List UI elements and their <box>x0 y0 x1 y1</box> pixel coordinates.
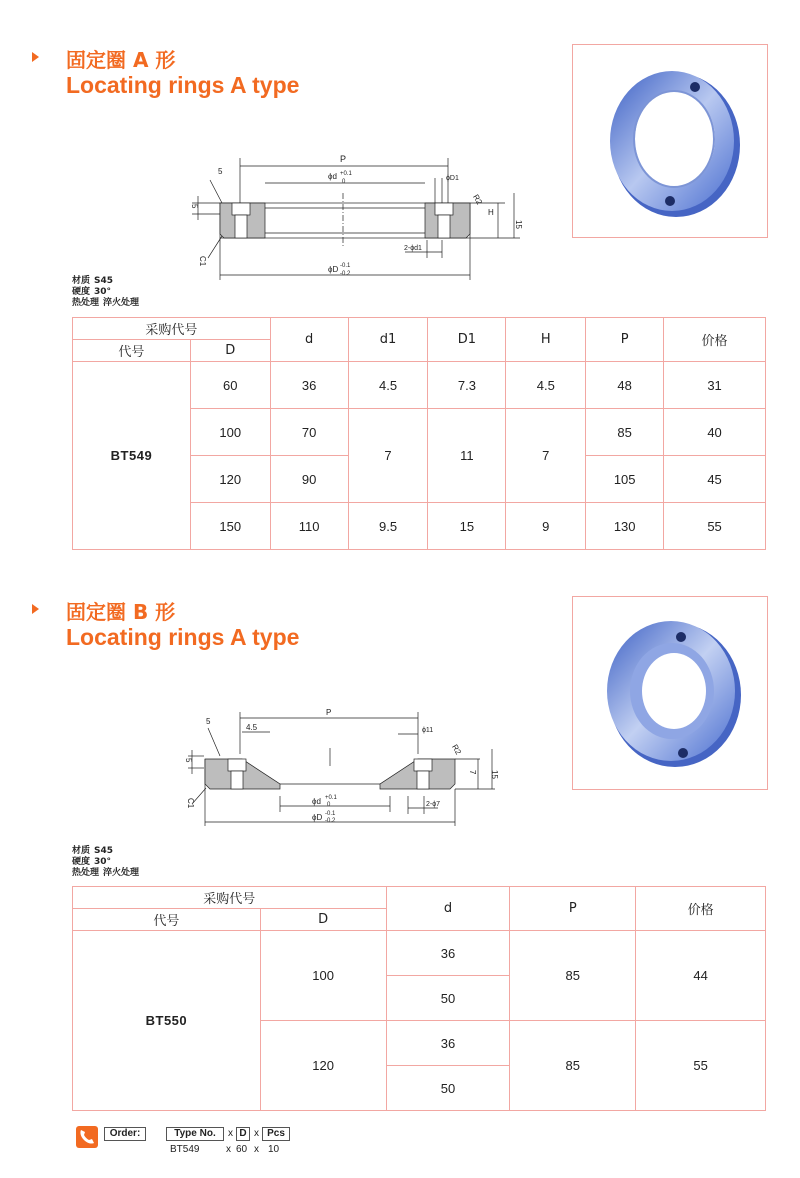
dim-p-label: P <box>340 154 347 164</box>
section-a-product-photo <box>572 44 768 238</box>
dim-45-label: 4.5 <box>246 723 258 732</box>
dim-c1-label: C1 <box>186 798 195 809</box>
cell-price: 44 <box>636 931 766 1021</box>
triangle-bullet-icon <box>32 52 39 62</box>
spec-material-value: S45 <box>94 276 114 286</box>
spec-heat-value: 淬火处理 <box>103 868 140 878</box>
cell-price: 55 <box>664 503 766 550</box>
cell-p: 48 <box>586 362 664 409</box>
cell-p: 130 <box>586 503 664 550</box>
cell-code: BT550 <box>73 931 261 1111</box>
cell-d: 36 <box>270 362 348 409</box>
section-b-title-en: Locating rings A type <box>66 624 300 650</box>
cell-d1: 9.5 <box>348 503 428 550</box>
order-ex-pcs: 10 <box>268 1144 280 1155</box>
header-D1: D1 <box>428 318 506 362</box>
section-b-spec <box>72 846 139 879</box>
section-a-title-cn: 固定圈 A 形 <box>66 48 176 72</box>
cell-d: 110 <box>270 503 348 550</box>
dim-15-label: 15 <box>514 220 523 229</box>
cell-d1: 4.5 <box>348 362 428 409</box>
dim-bigd-up: -0.1 <box>325 811 336 817</box>
cell-p: 85 <box>510 1021 636 1111</box>
header-h: H <box>506 318 586 362</box>
cell-D: 60 <box>190 362 270 409</box>
dim-bigd-label: ϕD <box>328 265 339 274</box>
dim-p-label: P <box>326 708 332 717</box>
header-d: d <box>386 887 510 931</box>
section-b-drawing <box>180 704 510 832</box>
dim-2phi7-label: 2-ϕ7 <box>426 801 441 808</box>
cell-D: 100 <box>260 931 386 1021</box>
header-D: D <box>190 340 270 362</box>
section-b-product-photo <box>572 596 768 790</box>
cell-D1-merged: 11 <box>428 409 506 503</box>
spec-hardness-value: 30° <box>94 287 112 297</box>
spec-hardness-label: 硬度 <box>72 287 91 297</box>
section-b-table <box>72 886 766 1111</box>
order-ex-x2: x <box>254 1144 259 1155</box>
dim-d-tol-lo: 0 <box>327 802 331 808</box>
dim-2d1-label: 2-ϕd1 <box>404 245 422 252</box>
header-p: P <box>586 318 664 362</box>
cell-D: 120 <box>260 1021 386 1111</box>
spec-material-label: 材质 <box>72 846 91 856</box>
dim-bigd-label: ϕD <box>312 813 323 822</box>
cell-p: 85 <box>510 931 636 1021</box>
order-ex-x1: x <box>226 1144 231 1155</box>
dim-d-label: ϕd <box>312 797 321 806</box>
dim-7-label: 7 <box>468 770 477 775</box>
dim-15-label: 15 <box>490 770 499 779</box>
order-ex-d: 60 <box>236 1144 248 1155</box>
cell-price: 40 <box>664 409 766 456</box>
section-a-spec <box>72 276 139 309</box>
order-label: Order: <box>104 1127 146 1141</box>
dim-h-label: H <box>488 208 494 217</box>
header-group: 采购代号 <box>73 887 387 909</box>
dim-bigd-up: -0.1 <box>340 263 351 269</box>
order-ex-code: BT549 <box>170 1144 200 1155</box>
dim-phi11-label: ϕ11 <box>422 727 434 734</box>
cell-price: 55 <box>636 1021 766 1111</box>
order-example <box>76 1124 336 1160</box>
dim-d-tol-up: +0.1 <box>325 795 337 801</box>
spec-material-label: 材质 <box>72 276 91 286</box>
cell-p: 105 <box>586 456 664 503</box>
cell-D: 150 <box>190 503 270 550</box>
cell-d: 90 <box>270 456 348 503</box>
dim-5-top-label: 5 <box>218 167 223 176</box>
cell-h: 4.5 <box>506 362 586 409</box>
cell-d: 70 <box>270 409 348 456</box>
header-D: D <box>260 909 386 931</box>
header-d: d <box>270 318 348 362</box>
dim-r2-label: R2 <box>450 742 463 757</box>
header-code: 代号 <box>73 340 191 362</box>
order-pcs: Pcs <box>262 1127 290 1141</box>
spec-hardness-value: 30° <box>94 857 112 867</box>
dim-bigd-lo: -0.2 <box>340 271 351 277</box>
dim-5-side-label: 5 <box>190 204 199 209</box>
spec-material-value: S45 <box>94 846 114 856</box>
cell-d: 50 <box>386 976 510 1021</box>
order-d: D <box>236 1127 250 1141</box>
section-a-title-en: Locating rings A type <box>66 72 300 98</box>
header-p: P <box>510 887 636 931</box>
cell-D: 100 <box>190 409 270 456</box>
order-x2: x <box>254 1128 259 1139</box>
header-code: 代号 <box>73 909 261 931</box>
phone-icon <box>76 1126 98 1148</box>
cell-D1: 15 <box>428 503 506 550</box>
cell-d: 36 <box>386 1021 510 1066</box>
dim-d1-phi-label: ϕD1 <box>446 175 459 182</box>
dim-d-tol-up: +0.1 <box>340 171 352 177</box>
cell-p: 85 <box>586 409 664 456</box>
cell-code: BT549 <box>73 362 191 550</box>
section-a-table <box>72 317 766 550</box>
cell-d: 50 <box>386 1066 510 1111</box>
cell-d: 36 <box>386 931 510 976</box>
dim-5-side-label: 5 <box>184 758 193 763</box>
dim-r2-label: R2 <box>471 192 484 207</box>
cell-h-merged: 7 <box>506 409 586 503</box>
header-d1: d1 <box>348 318 428 362</box>
order-x1: x <box>228 1128 233 1139</box>
spec-heat-value: 淬火处理 <box>103 298 140 308</box>
order-type-no: Type No. <box>166 1127 224 1141</box>
spec-hardness-label: 硬度 <box>72 857 91 867</box>
dim-c1-label: C1 <box>198 256 207 267</box>
dim-bigd-lo: -0.2 <box>325 818 336 824</box>
section-b-title-cn: 固定圈 B 形 <box>66 600 176 624</box>
cell-D: 120 <box>190 456 270 503</box>
spec-heat-label: 热处理 <box>72 298 100 308</box>
cell-d1-merged: 7 <box>348 409 428 503</box>
spec-heat-label: 热处理 <box>72 868 100 878</box>
section-a-drawing <box>180 148 540 283</box>
cell-D1: 7.3 <box>428 362 506 409</box>
header-group: 采购代号 <box>73 318 271 340</box>
header-price: 价格 <box>664 318 766 362</box>
dim-d-tol-lo: 0 <box>342 179 346 185</box>
cell-h: 9 <box>506 503 586 550</box>
header-price: 价格 <box>636 887 766 931</box>
triangle-bullet-icon <box>32 604 39 614</box>
dim-5-top-label: 5 <box>206 717 211 726</box>
dim-d-label: ϕd <box>328 172 337 181</box>
cell-price: 31 <box>664 362 766 409</box>
cell-price: 45 <box>664 456 766 503</box>
